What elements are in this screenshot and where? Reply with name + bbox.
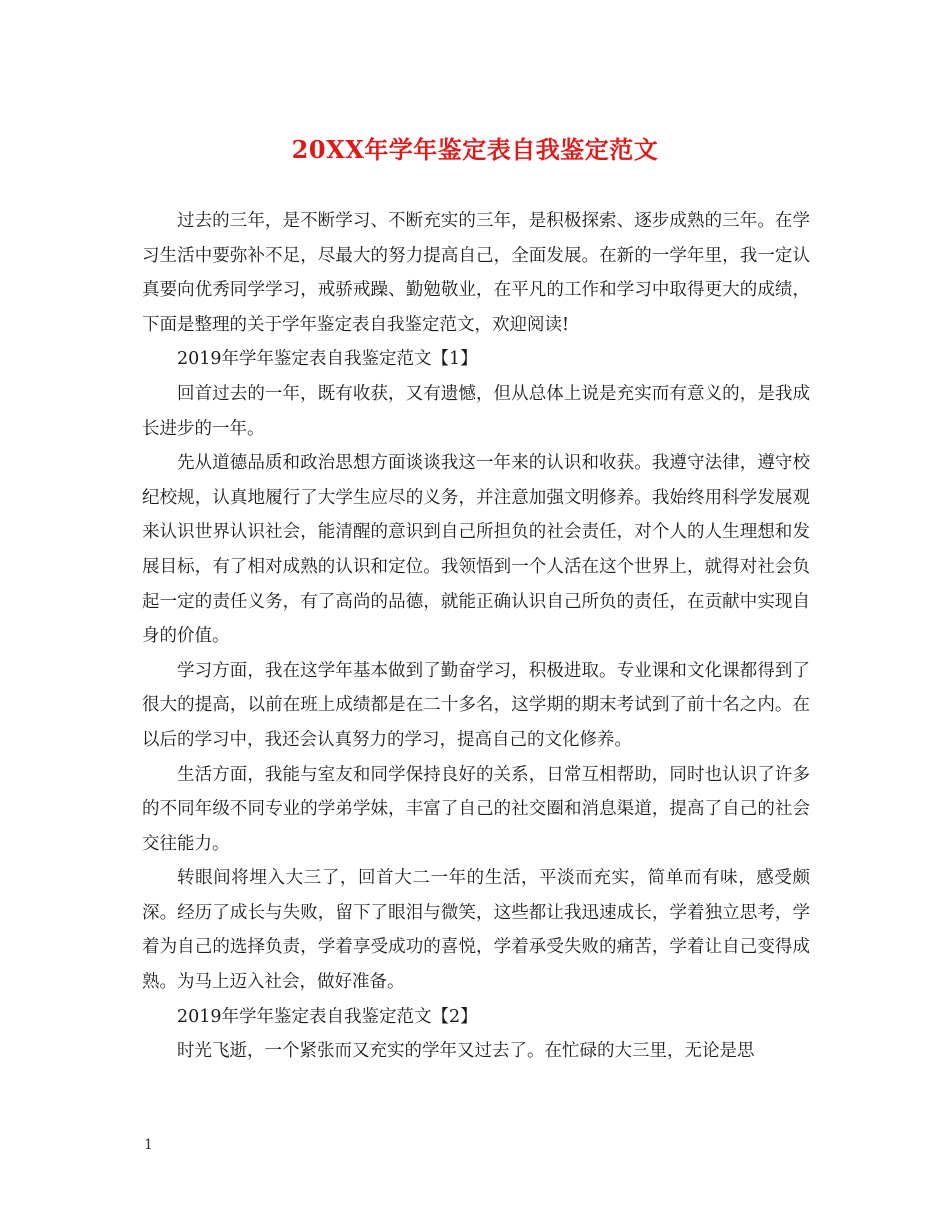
body-paragraph: 学习方面，我在这学年基本做到了勤奋学习，积极进取。专业课和文化课都得到了很大的提高，以前在班上成绩都是在二十多名，这学期的期末考试到了前十名之内。在以后的学习中，我还会认真努力的学习，提高自己的文化修养。 [142, 660, 810, 750]
page-number: 1 [144, 1137, 153, 1153]
section-heading-2: 2019年学年鉴定表自我鉴定范文【2】 [177, 1006, 478, 1027]
intro-paragraph: 过去的三年，是不断学习、不断充实的三年，是积极探索、逐步成熟的三年。在学习生活中要弥补不足，尽最大的努力提高自己，全面发展。在新的一学年里，我一定认真要向优秀同学学习，戒骄戒躁、勤勉敬业，在平凡的工作和学习中取得更大的成绩，下面是整理的关于学年鉴定表自我鉴定范文，欢迎阅读! [142, 211, 810, 335]
body-paragraph: 时光飞逝，一个紧张而又充实的学年又过去了。在忙碌的大三里，无论是思 [177, 1041, 755, 1062]
section-heading-1: 2019年学年鉴定表自我鉴定范文【1】 [177, 349, 478, 370]
document-title: 20XX年学年鉴定表自我鉴定范文 [291, 135, 659, 164]
body-paragraph: 回首过去的一年，既有收获，又有遗憾，但从总体上说是充实而有意义的，是我成长进步的一年。 [142, 383, 810, 439]
body-paragraph: 先从道德品质和政治思想方面谈谈我这一年来的认识和收获。我遵守法律，遵守校纪校规，认真地履行了大学生应尽的义务，并注意加强文明修养。我始终用科学发展观来认识世界认识社会，能清醒的意识到自己所担负的社会责任，对个人的人生理想和发展目标，有了相对成熟的认识和定位。我领悟到一个人活在这个世界上，就得对社会负起一定的责任义务，有了高尚的品德，就能正确认识自己所负的责任，在贡献中实现自身的价值。 [142, 453, 810, 647]
body-paragraph: 生活方面，我能与室友和同学保持良好的关系，日常互相帮助，同时也认识了许多的不同年级不同专业的学弟学妹，丰富了自己的社交圈和消息渠道，提高了自己的社会交往能力。 [142, 764, 810, 854]
document-body [142, 204, 810, 1069]
body-paragraph: 转眼间将埋入大三了，回首大二一年的生活，平淡而充实，简单而有味，感受颇深。经历了成长与失败，留下了眼泪与微笑，这些都让我迅速成长，学着独立思考，学着为自己的选择负责，学着享受成功的喜悦，学着承受失败的痛苦，学着让自己变得成熟。为马上迈入社会，做好准备。 [142, 868, 810, 993]
